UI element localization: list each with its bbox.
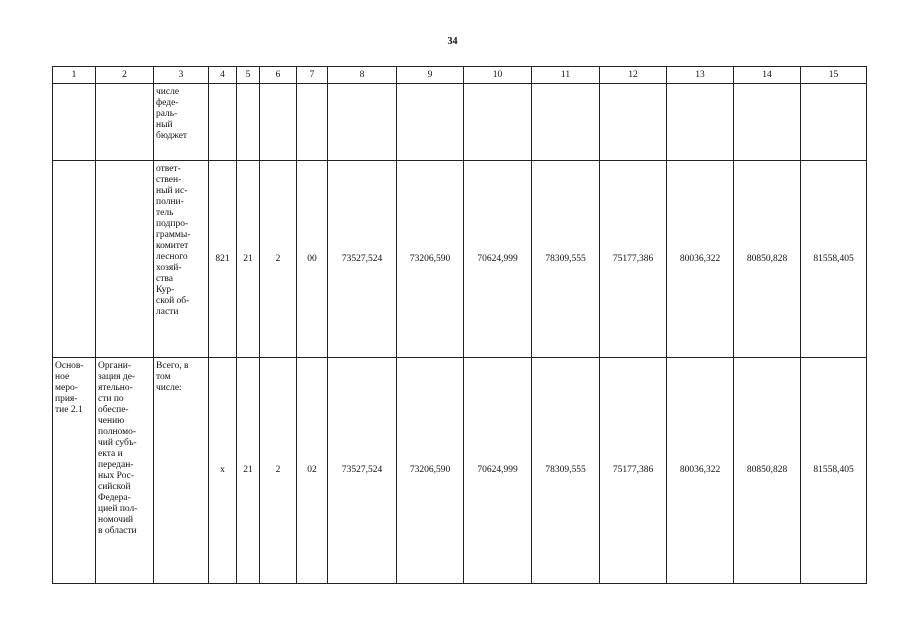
table-cell bbox=[209, 84, 237, 161]
budget-table bbox=[52, 66, 867, 584]
table-cell: 75177,386 bbox=[600, 161, 667, 358]
table-cell bbox=[600, 84, 667, 161]
table-cell: 81558,405 bbox=[801, 358, 867, 584]
table-cell: числе феде- раль- ный бюджет bbox=[154, 84, 209, 161]
table-cell: 78309,555 bbox=[532, 161, 600, 358]
table-cell: 21 bbox=[237, 358, 260, 584]
header-cell: 3 bbox=[154, 67, 209, 84]
table-cell: 80036,322 bbox=[667, 161, 734, 358]
table-cell bbox=[328, 84, 397, 161]
table-cell: 80850,828 bbox=[734, 161, 801, 358]
table-cell: 75177,386 bbox=[600, 358, 667, 584]
header-cell: 12 bbox=[600, 67, 667, 84]
header-cell: 10 bbox=[464, 67, 532, 84]
table-cell: 02 bbox=[297, 358, 328, 584]
header-cell: 4 bbox=[209, 67, 237, 84]
table-cell bbox=[53, 161, 96, 358]
table-cell bbox=[734, 84, 801, 161]
table-cell: 78309,555 bbox=[532, 358, 600, 584]
table-cell: ответ- ствен- ный ис- полни- тель подпро- граммы- комитет лесного хозяй- ства Кур- ской об- ласти bbox=[154, 161, 209, 358]
table-cell: 2 bbox=[260, 161, 297, 358]
table-cell: Основ- ное меро- прия- тие 2.1 bbox=[53, 358, 96, 584]
header-cell: 7 bbox=[297, 67, 328, 84]
table-cell: 73206,590 bbox=[397, 161, 464, 358]
table-cell: 00 bbox=[297, 161, 328, 358]
header-cell: 6 bbox=[260, 67, 297, 84]
header-cell: 2 bbox=[96, 67, 154, 84]
table-cell bbox=[96, 84, 154, 161]
table-row bbox=[53, 161, 867, 358]
table-cell bbox=[260, 84, 297, 161]
table-cell: 73206,590 bbox=[397, 358, 464, 584]
table-row bbox=[53, 358, 867, 584]
table-cell bbox=[397, 84, 464, 161]
table-cell: 81558,405 bbox=[801, 161, 867, 358]
table-cell: Органи- зация де- ятельно- сти по обеспе- чению полномо- чий субъ- екта и передан- ных Рос- сийской Федера- цией пол- номочий в области bbox=[96, 358, 154, 584]
header-cell: 1 bbox=[53, 67, 96, 84]
table-cell: 21 bbox=[237, 161, 260, 358]
page-number: 34 bbox=[447, 36, 458, 47]
table-cell: 80036,322 bbox=[667, 358, 734, 584]
header-cell: 9 bbox=[397, 67, 464, 84]
table-cell bbox=[801, 84, 867, 161]
header-cell: 13 bbox=[667, 67, 734, 84]
table-cell bbox=[532, 84, 600, 161]
header-cell: 8 bbox=[328, 67, 397, 84]
table-cell: 2 bbox=[260, 358, 297, 584]
header-row bbox=[53, 67, 867, 84]
table-cell bbox=[237, 84, 260, 161]
table-cell bbox=[667, 84, 734, 161]
header-cell: 14 bbox=[734, 67, 801, 84]
table-cell: 70624,999 bbox=[464, 358, 532, 584]
table-cell bbox=[53, 84, 96, 161]
header-cell: 15 bbox=[801, 67, 867, 84]
table-cell: Всего, в том числе: bbox=[154, 358, 209, 584]
table-cell bbox=[297, 84, 328, 161]
table-cell: 73527,524 bbox=[328, 358, 397, 584]
table-cell: 70624,999 bbox=[464, 161, 532, 358]
table-cell bbox=[96, 161, 154, 358]
table-row bbox=[53, 84, 867, 161]
table-cell: х bbox=[209, 358, 237, 584]
header-cell: 5 bbox=[237, 67, 260, 84]
table-cell: 73527,524 bbox=[328, 161, 397, 358]
header-cell: 11 bbox=[532, 67, 600, 84]
table-cell: 821 bbox=[209, 161, 237, 358]
table-cell bbox=[464, 84, 532, 161]
table-cell: 80850,828 bbox=[734, 358, 801, 584]
